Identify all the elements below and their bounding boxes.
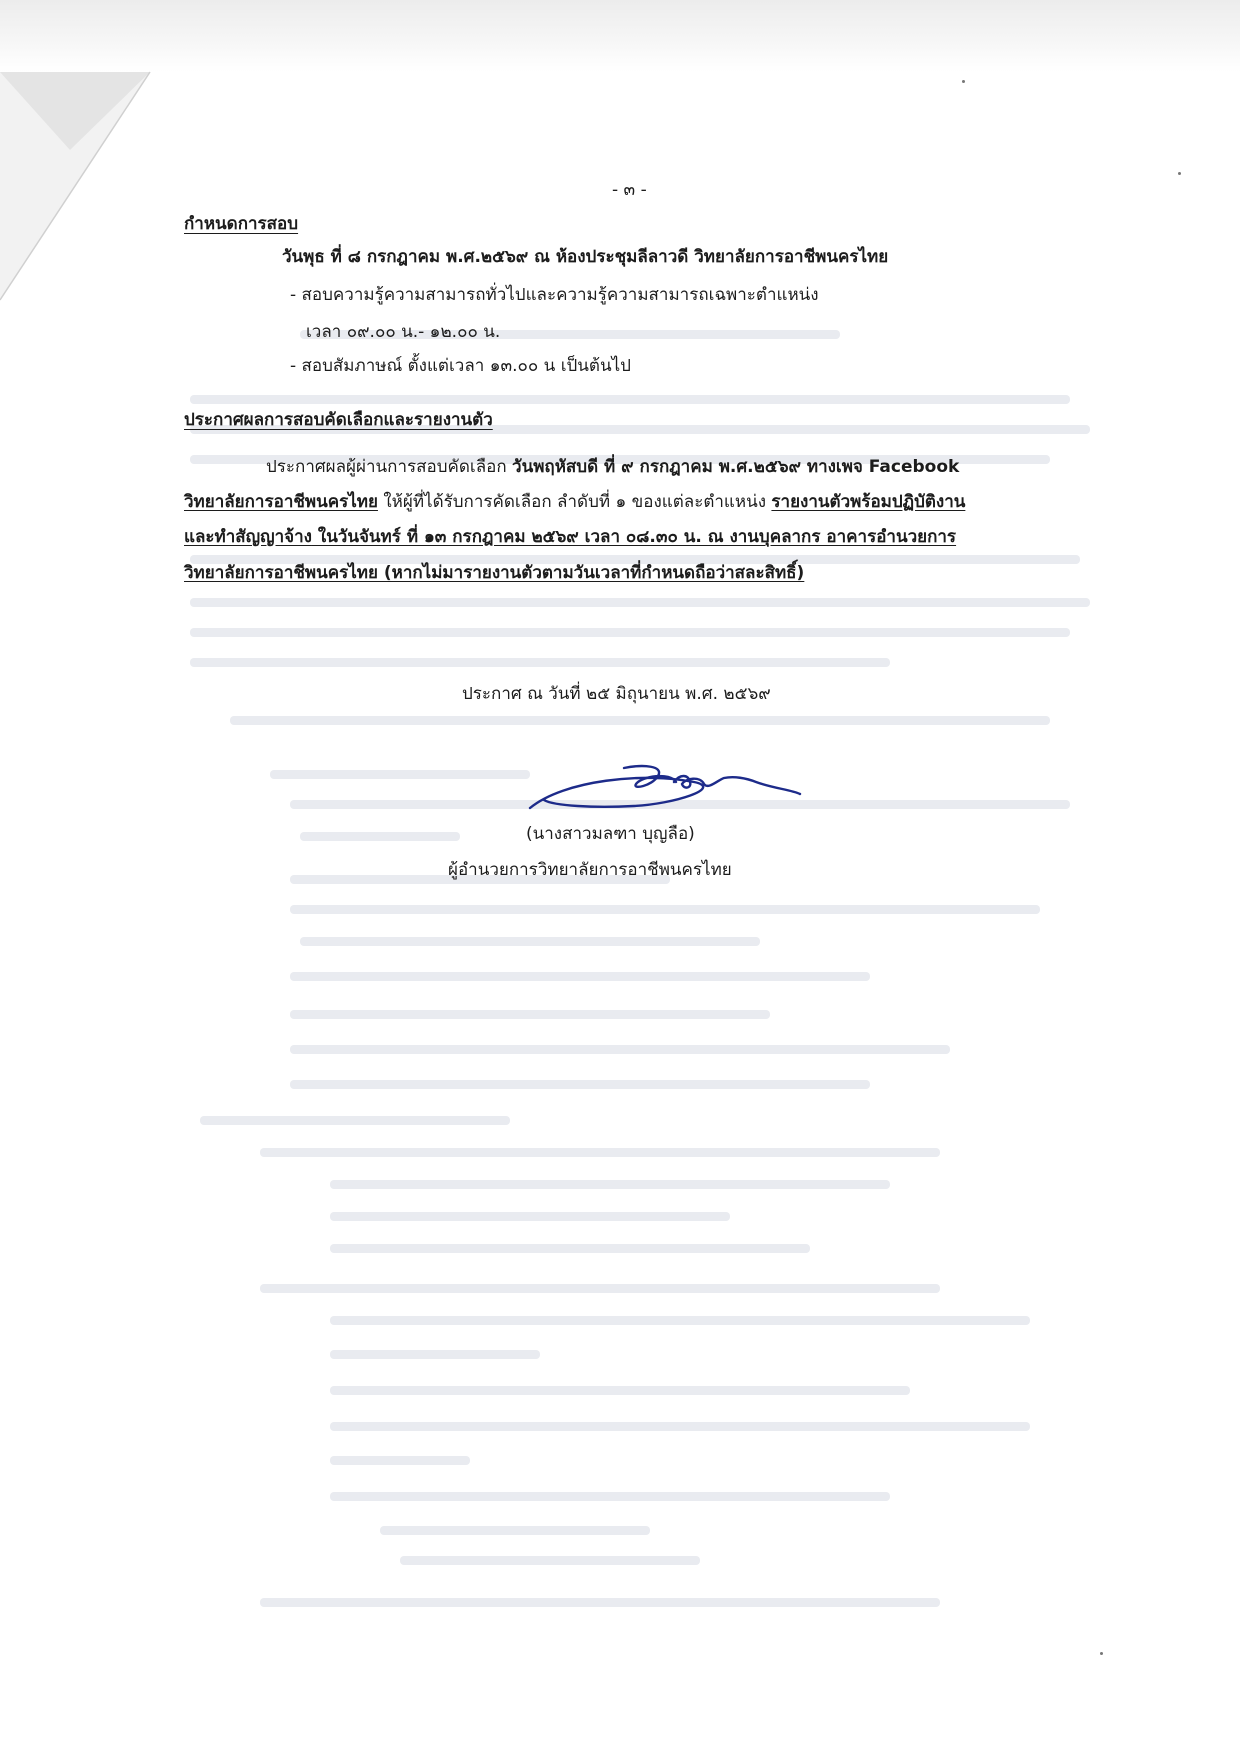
announcement-line-3 <box>184 525 956 549</box>
report-date-place: ในวันจันทร์ ที่ ๑๓ กรกฎาคม ๒๕๖๙ เวลา ๐๘.๓๐ น. ณ งานบุคลากร อาคารอำนวยการ <box>311 527 957 547</box>
announcement-line-4: วิทยาลัยการอาชีพนครไทย (หากไม่มารายงานตัวตามวันเวลาที่กำหนดถือว่าสละสิทธิ์) <box>184 563 805 583</box>
announcement-line-2-text: ให้ผู้ที่ได้รับการคัดเลือก ลำดับที่ ๑ ของแต่ละตำแหน่ง <box>377 492 772 512</box>
exam-schedule-heading: กำหนดการสอบ <box>184 214 299 234</box>
signatory-name: (นางสาวมลฑา บุญลือ) <box>526 824 695 844</box>
handwritten-signature <box>524 760 804 820</box>
scan-speck <box>1178 172 1181 175</box>
report-for-duty: รายงานตัวพร้อมปฏิบัติงาน <box>771 492 966 512</box>
exam-item-knowledge-time: เวลา ๐๙.๐๐ น.- ๑๒.๐๐ น. <box>306 322 501 342</box>
exam-item-knowledge: - สอบความรู้ความสามารถทั่วไปและความรู้ความสามารถเฉพาะตำแหน่ง <box>290 285 819 305</box>
signatory-position: ผู้อำนวยการวิทยาลัยการอาชีพนครไทย <box>448 860 732 880</box>
page-number: - ๓ - <box>612 180 647 200</box>
announcement-line-1-text: ประกาศผลผู้ผ่านการสอบคัดเลือก <box>266 457 513 477</box>
scan-speck <box>962 80 965 83</box>
announcement-result-date: วันพฤหัสบดี ที่ ๙ กรกฎาคม พ.ศ.๒๕๖๙ ทางเพจ Facebook <box>512 457 960 477</box>
announcement-heading: ประกาศผลการสอบคัดเลือกและรายงานตัว <box>184 410 493 430</box>
announcement-line-1 <box>266 455 959 479</box>
announcement-date: ประกาศ ณ วันที่ ๒๕ มิถุนายน พ.ศ. ๒๕๖๙ <box>462 684 771 704</box>
announcement-line-2 <box>184 490 965 514</box>
college-name-facebook: วิทยาลัยการอาชีพนครไทย <box>184 492 378 512</box>
sign-contract: และทำสัญญาจ้าง <box>184 527 312 547</box>
exam-date-line: วันพุธ ที่ ๘ กรกฎาคม พ.ศ.๒๕๖๙ ณ ห้องประชุมลีลาวดี วิทยาลัยการอาชีพนครไทย <box>282 247 889 267</box>
scan-speck <box>1100 1652 1103 1655</box>
exam-item-interview: - สอบสัมภาษณ์ ตั้งแต่เวลา ๑๓.๐๐ น เป็นต้นไป <box>290 356 631 376</box>
